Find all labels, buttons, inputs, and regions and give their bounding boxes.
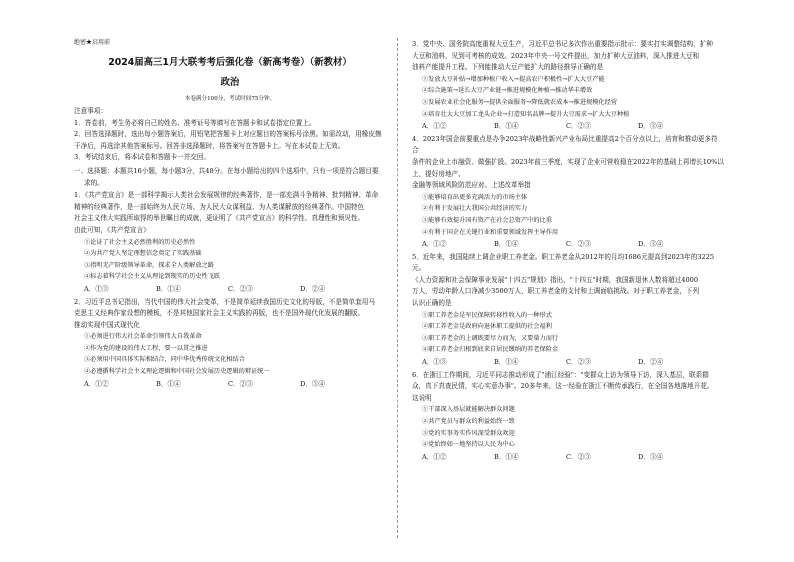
question-line: 众，真下真查民情，实心实意办事"。20多年来，这一经验在浙江不断传承践行，在全国各地落地开花。 [412,382,714,391]
answer-choices [412,121,724,133]
answer-b: B．①④ [494,452,519,461]
answer-c: C．②③ [228,284,253,293]
question-line: 《人力资源和社会保障事业发展"十四五"规划》指出，"十四五"时期，我国新退休人数将超过4000 [412,275,699,284]
question-line: 推动实现中国式现代化 [74,320,140,329]
notes-heading: 注意事项： [74,107,107,115]
question-line: 油料产能提升工程。下列能推动大豆产能扩大的路径推导正确的是 [412,63,604,72]
answer-c: C．②③ [566,452,591,461]
answer-d: D．③④ [638,452,664,461]
answer-a: A．①② [422,122,447,131]
answer-choices [412,357,724,369]
option-item: ④培育壮大大豆加工龙头企业→打造知名品牌→提升大豆需求→扩大大豆种植 [422,110,630,118]
answer-choices [74,284,386,296]
question-line: 1．《共产党宣言》是一部科学揭示人类社会发展规律的经典著作，是一部充满斗争精神、批判精神、革命 [74,191,379,200]
option-item: ③能够有效提升国有资产在社会总资产中的比重 [422,216,552,224]
exam-subject: 政治 [220,77,240,88]
note-line: 3．考试结束后，将本试卷和答题卡一并交回。 [74,153,211,162]
question-line: 5．近年来，我国陆续上调企业职工养老金。职工养老金从2012年的月均1686元提高到2023年的3225元。 [412,252,715,273]
right-column [412,38,724,463]
option-item: ②为共产党人坚定理想信念奠定了实践基础 [84,250,202,258]
answer-d: D．③④ [638,122,664,131]
question-line: 条件的企业上市融资、做强扩股。2023年前三季度，实现了企业可营收稳在2022年的基础上再增长10%以上，提好房地产、 [412,157,724,178]
answer-d: D．②④ [638,358,664,367]
option-item: ④标志着科学社会主义从理论到现实的历史性飞跃 [84,273,221,281]
answer-d: D．③④ [638,240,664,249]
question-3 [412,39,724,133]
answer-choices [412,452,724,464]
answer-choices [412,239,724,251]
option-item: ③指明无产阶级领导革命，探求全人类解放之路 [84,261,214,269]
answer-c: C．②③ [566,358,591,367]
option-item: ②作为党的建设的伟大工程，要一以贯之推进 [84,344,208,352]
question-line: 克思主义经典作家设想的模板，不是其他国家社会主义实践的再版，也不是国外现代化发展的翻版。 [74,309,365,318]
answer-a: A．①② [84,379,109,388]
option-item: ③发展农业社会化服务→提供全面服务→降低就农成本→推进规模化经营 [422,98,617,106]
question-line: 3．党中央、国务院高度重视大豆生产，习近平总书记多次作出重要指示批示：要实打实调整结构，扩种 [412,40,713,48]
section-line: 求的。 [84,178,104,187]
question-line: 社会主义伟大实践所取得的举世瞩目的成就，更证明了《共产党宣言》的科学性、真理性和预见性。 [74,214,365,223]
question-2 [74,297,386,391]
exam-title: 2024届高三1月大联考考后强化卷（新高考卷）（新教材） [108,57,352,68]
secret-mark: 绝密★启用前 [74,39,111,46]
answer-c: C．②③ [566,122,591,131]
note-line: 干净后，再选涂其他答案标号。回答非选择题时，将答案写在答题卡上。写在本试卷上无效。 [74,141,345,150]
answer-b: B．①④ [494,358,519,367]
exam-info: 本卷满分100分，考试时间75分钟。 [184,96,276,102]
question-line: 精神的经典著作，是一部始终为人民立场、为人民大众谋利益、为人类谋解放的经典著作。中国特色 [74,202,365,211]
option-item: ④职工养老金归根到底来自居民缴纳的养老保险金 [422,346,559,354]
answer-c: C．②③ [228,379,253,388]
question-line: 6．在浙江工作期间，习近平同志推动形成了"浦江经验"："变群众上访为领导下访，深入基层，联系群 [412,370,709,379]
answer-b: B．①④ [156,284,181,293]
option-item: ①干部深入基层就能解决群众问题 [422,406,515,414]
question-line: 金融等领域风险防范应对。上述改革举措 [412,181,531,190]
option-item: ④有利于国企在关键行业和重要领域发挥主导作用 [422,228,559,236]
question-line: 2．习近平总书记指出，当代中国的伟大社会变革，不是简单延续我国历史文化的母版，不是简单套用马 [74,297,375,306]
left-column [74,38,386,390]
option-item: ①能够培育出更多充满活力的市场主体 [422,193,528,201]
answer-a: A．①② [422,452,447,461]
option-item: ①必须进行伟大社会革命引领伟大自我革命 [84,333,202,341]
answer-b: B．①④ [156,379,181,388]
answer-a: A．①③ [84,284,109,293]
answer-a: A．①② [422,240,447,249]
option-item: ③职工养老金的上调既要尽力而为，又要量力而行 [422,334,559,342]
question-1 [74,190,386,295]
option-item: ②共产党员与群众的利益始终一致 [422,418,515,425]
section-line: 一、选择题：本题共16小题，每小题3分，共48分。在每小题给出的四个选项中，只有一项是符合题目要 [74,166,379,175]
option-item: ①发放大豆补贴→增加种植户收入→提高农户积极性→扩大大豆产能 [422,75,605,83]
note-line: 2．回答选择题时，选出每小题答案后，用铅笔把答题卡上对应题目的答案标号涂黑。如需改动，用橡皮擦 [74,130,382,139]
question-4 [412,134,724,251]
question-6 [412,370,724,464]
question-line: 由此可知，《共产党宣言》 [74,225,150,234]
question-line: 这说明 [412,393,432,402]
option-item: ①论证了社会主义必然胜利的历史必然性 [84,238,196,246]
option-item: ②职工养老金是政府向退休职工提供的社会福利 [422,323,552,331]
answer-d: D．②④ [300,284,326,293]
option-item: ③党的实事务实作风深受群众欢迎 [422,429,515,437]
answer-d: D．③④ [300,379,326,388]
answer-b: B．①④ [494,240,519,249]
answer-b: B．①④ [494,122,519,131]
option-item: ②有利于发展壮大我国公共经济的实力 [422,205,528,213]
question-line: 认识正确的是 [412,299,452,308]
answer-c: C．②③ [566,240,591,249]
question-line: 万人，劳动年龄人口净减少3500万人，职工养老金的支付和上调面临挑战。对于职工养老金，下列 [412,287,700,296]
option-item: ④党始终如一地坚持以人民为中心 [422,441,515,449]
answer-a: A．①③ [422,358,447,367]
section-heading [74,166,386,189]
option-item: ②综合施策→延长大豆产业链→推进规模化种植→推动华丰增效 [422,87,593,95]
option-item: ③必须用中国具体实际相结合，同中华优秀传统文化相结合 [84,356,245,364]
option-item: ④必遵循科学社会主义理论逻辑和中国社会发展历史逻辑的辩证统一 [84,368,270,376]
question-5 [412,252,724,369]
column-divider [397,38,398,538]
note-line: 1．答卷前，考生务必将自己的姓名、准考证号等填写在答题卡和试卷指定位置上。 [74,118,316,127]
option-item: ①职工养老金是军民保障转移性收入的一种形式 [422,311,552,319]
question-line: 4．2023年国企前要重点是办争2023年战略性新兴产业布局比重提高2个百分点以上，培育和推动更多符合 [412,134,718,155]
answer-choices [74,379,386,391]
question-line: 大豆和油料，见到可考核的成效。2023年中央一号文件提出，加力扩种大豆油料，深入推进大豆和 [412,51,700,60]
